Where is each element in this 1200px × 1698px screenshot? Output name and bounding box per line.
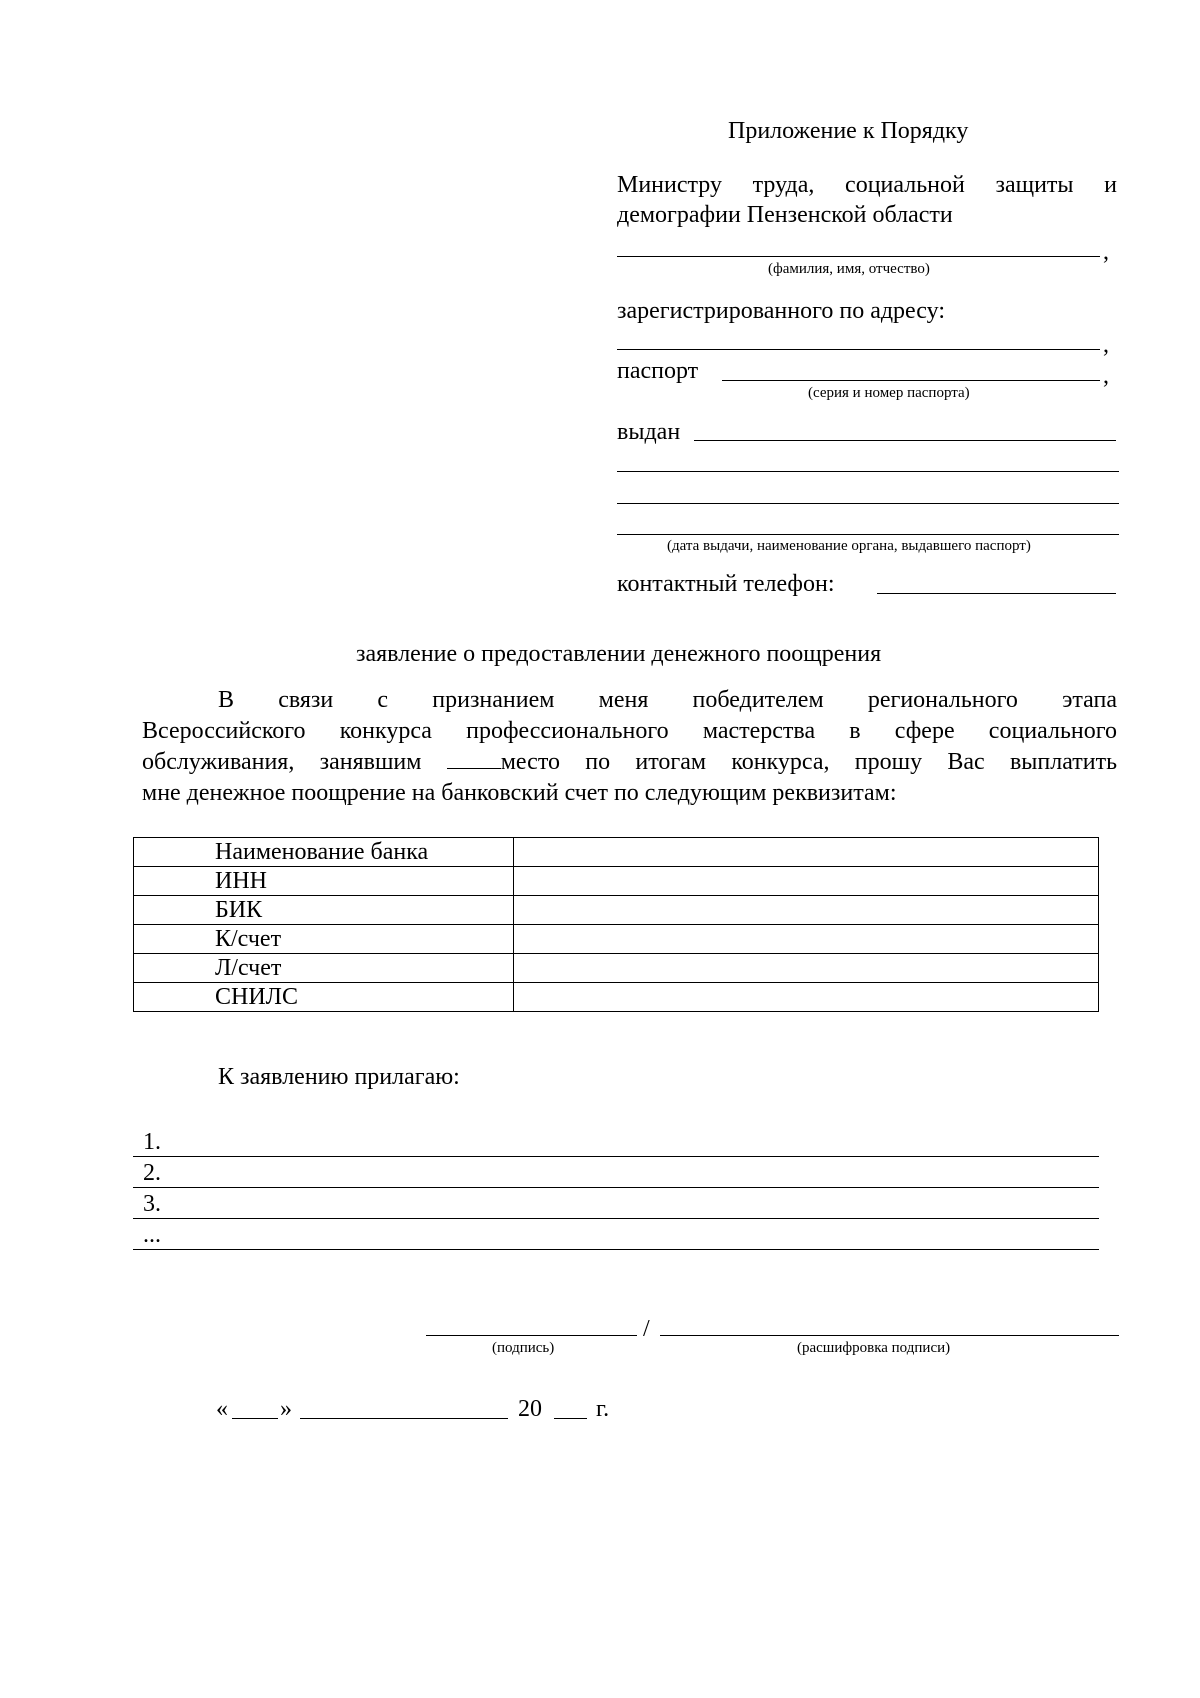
corr-account-value[interactable] [514,925,1099,954]
bank-name-value[interactable] [514,838,1099,867]
signature-caption: (подпись) [492,1340,555,1356]
fio-caption: (фамилия, имя, отчество) [768,261,930,277]
signature-decode-blank-line[interactable] [660,1335,1119,1336]
passport-blank-line[interactable] [722,380,1100,381]
statement-title: заявление о предоставлении денежного поощрения [356,641,882,667]
date-close-quote: » [280,1396,292,1422]
bank-details-table [133,837,1099,1012]
table-row [134,896,1099,925]
issued-blank-line-4[interactable] [617,534,1119,535]
date-open-quote: « [216,1396,228,1422]
phone-label: контактный телефон: [617,571,835,597]
table-row [134,867,1099,896]
minister-addressee [617,170,1117,230]
personal-account-label: Л/счет [134,954,514,983]
signature-decode-caption: (расшифровка подписи) [797,1340,951,1356]
signature-blank-line[interactable] [426,1335,637,1336]
list-item[interactable]: 2. [133,1156,1099,1188]
place-blank[interactable] [447,748,501,769]
date-year-suffix: г. [596,1396,610,1422]
date-year-prefix: 20 [518,1396,542,1422]
inn-label: ИНН [134,867,514,896]
passport-label: паспорт [617,358,699,384]
bank-name-label: Наименование банка [134,838,514,867]
minister-line-2: демографии Пензенской области [617,202,953,228]
issued-blank-line-3[interactable] [617,503,1119,504]
issued-caption: (дата выдачи, наименование органа, выдавшего паспорт) [667,538,1031,554]
inn-value[interactable] [514,867,1099,896]
signature-slash: / [643,1316,650,1342]
appendix-title: Приложение к Порядку [728,118,969,144]
list-item[interactable]: 1. [133,1125,1099,1157]
snils-value[interactable] [514,983,1099,1012]
registered-label: зарегистрированного по адресу: [617,298,945,324]
statement-line-1: В связи с признанием меня победителем регионального этапа [218,687,1117,713]
date-year-blank[interactable] [554,1418,587,1419]
statement-line-4: мне денежное поощрение на банковский счет по следующим реквизитам: [142,780,897,806]
table-row [134,925,1099,954]
address-blank-line[interactable] [617,349,1100,350]
statement-paragraph [142,685,1117,809]
bik-label: БИК [134,896,514,925]
list-item[interactable]: 3. [133,1187,1099,1219]
statement-line-3: обслуживания, занявшим место по итогам конкурса, прошу Вас выплатить [142,749,1118,775]
issued-blank-line-1[interactable] [694,440,1116,441]
fio-blank-line[interactable] [617,256,1100,257]
address-comma: , [1103,332,1109,358]
passport-caption: (серия и номер паспорта) [808,385,970,401]
table-row [134,983,1099,1012]
phone-blank-line[interactable] [877,593,1116,594]
date-day-blank[interactable] [232,1418,278,1419]
table-row [134,838,1099,867]
list-item[interactable]: ... [133,1218,1099,1250]
bik-value[interactable] [514,896,1099,925]
fio-comma: , [1103,239,1109,265]
minister-line-1: Министру труда, социальной защиты и [617,172,1117,198]
personal-account-value[interactable] [514,954,1099,983]
issued-blank-line-2[interactable] [617,471,1119,472]
date-month-blank[interactable] [300,1418,508,1419]
table-row [134,954,1099,983]
issued-label: выдан [617,419,681,445]
statement-line-2: Всероссийского конкурса профессионального мастерства в сфере социального [142,718,1117,744]
snils-label: СНИЛС [134,983,514,1012]
corr-account-label: К/счет [134,925,514,954]
passport-comma: , [1103,363,1109,389]
attachments-heading: К заявлению прилагаю: [218,1064,460,1090]
